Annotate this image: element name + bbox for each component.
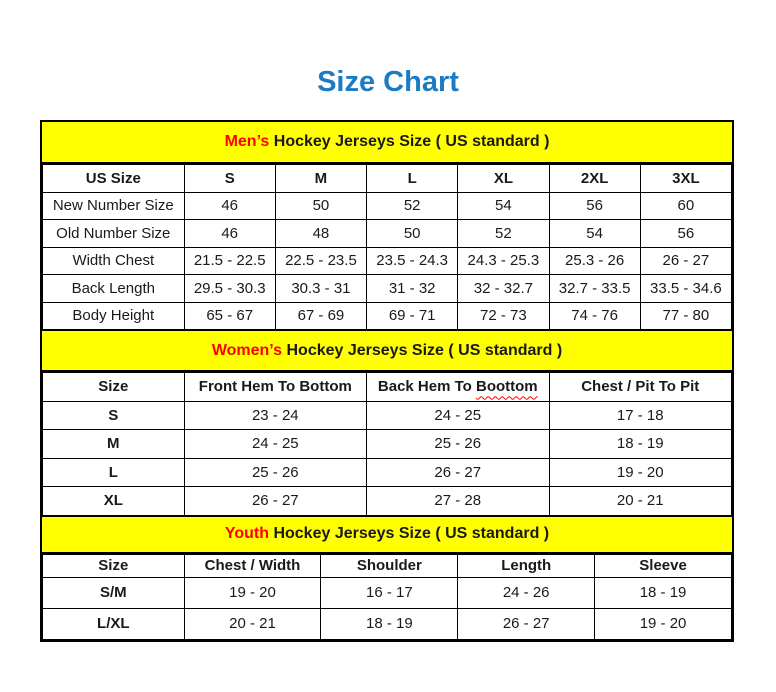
column-header: Back Hem To Boottom (367, 373, 549, 402)
value-cell: 69 - 71 (367, 302, 458, 330)
column-header: L (367, 165, 458, 193)
row-label-cell: Back Length (43, 275, 185, 303)
table-row (43, 577, 732, 608)
column-header: Length (458, 554, 595, 577)
value-cell: 26 - 27 (458, 608, 595, 639)
value-cell: 72 - 73 (458, 302, 549, 330)
mens-size-table (42, 164, 732, 330)
value-cell: 31 - 32 (367, 275, 458, 303)
table-row (43, 275, 732, 303)
value-cell: 52 (367, 192, 458, 220)
value-cell: 56 (549, 192, 640, 220)
column-header: Front Hem To Bottom (184, 373, 366, 402)
womens-size-table (42, 372, 732, 516)
value-cell: 18 - 19 (321, 608, 458, 639)
row-label-cell: Old Number Size (43, 220, 185, 248)
value-cell: 26 - 27 (367, 458, 549, 487)
column-header: XL (458, 165, 549, 193)
row-label-cell: New Number Size (43, 192, 185, 220)
column-header: Size (43, 373, 185, 402)
value-cell: 30.3 - 31 (275, 275, 366, 303)
table-row (43, 302, 732, 330)
value-cell: 74 - 76 (549, 302, 640, 330)
row-label-cell: S (43, 401, 185, 430)
mens-header-row (43, 165, 732, 193)
table-row (43, 458, 732, 487)
value-cell: 24 - 25 (367, 401, 549, 430)
value-cell: 25.3 - 26 (549, 247, 640, 275)
value-cell: 19 - 20 (549, 458, 731, 487)
value-cell: 32 - 32.7 (458, 275, 549, 303)
value-cell: 26 - 27 (184, 487, 366, 516)
row-label-cell: Body Height (43, 302, 185, 330)
youth-size-table (42, 554, 732, 640)
value-cell: 23.5 - 24.3 (367, 247, 458, 275)
column-header: Chest / Pit To Pit (549, 373, 731, 402)
value-cell: 54 (549, 220, 640, 248)
column-header: S (184, 165, 275, 193)
table-row (43, 247, 732, 275)
table-row (43, 220, 732, 248)
value-cell: 20 - 21 (184, 608, 321, 639)
value-cell: 24.3 - 25.3 (458, 247, 549, 275)
table-row (43, 487, 732, 516)
column-header: Shoulder (321, 554, 458, 577)
value-cell: 65 - 67 (184, 302, 275, 330)
womens-header-row (43, 373, 732, 402)
value-cell: 27 - 28 (367, 487, 549, 516)
value-cell: 19 - 20 (184, 577, 321, 608)
youth-header-row (43, 554, 732, 577)
table-row (43, 401, 732, 430)
value-cell: 24 - 26 (458, 577, 595, 608)
table-row (43, 192, 732, 220)
womens-section-header (42, 330, 732, 372)
value-cell: 29.5 - 30.3 (184, 275, 275, 303)
table-row (43, 430, 732, 459)
column-header: Chest / Width (184, 554, 321, 577)
value-cell: 77 - 80 (640, 302, 731, 330)
value-cell: 46 (184, 192, 275, 220)
value-cell: 46 (184, 220, 275, 248)
misspelled-word: Boottom (476, 378, 538, 396)
youth-section-title: Hockey Jerseys Size ( US standard ) (269, 525, 550, 542)
column-header: US Size (43, 165, 185, 193)
womens-section-title: Hockey Jerseys Size ( US standard ) (282, 341, 563, 359)
column-header: 3XL (640, 165, 731, 193)
value-cell: 50 (275, 192, 366, 220)
value-cell: 20 - 21 (549, 487, 731, 516)
youth-section-highlight: Youth (224, 525, 269, 542)
value-cell: 16 - 17 (321, 577, 458, 608)
value-cell: 50 (367, 220, 458, 248)
value-cell: 23 - 24 (184, 401, 366, 430)
youth-section-header (42, 516, 732, 554)
value-cell: 17 - 18 (549, 401, 731, 430)
row-label-cell: L/XL (43, 608, 185, 639)
value-cell: 24 - 25 (184, 430, 366, 459)
value-cell: 33.5 - 34.6 (640, 275, 731, 303)
row-label-cell: M (43, 430, 185, 459)
column-header: M (275, 165, 366, 193)
value-cell: 21.5 - 22.5 (184, 247, 275, 275)
value-cell: 25 - 26 (367, 430, 549, 459)
row-label-cell: XL (43, 487, 185, 516)
mens-section-highlight: Men’s (224, 133, 270, 150)
value-cell: 60 (640, 192, 731, 220)
size-chart (40, 120, 734, 642)
womens-section-highlight: Women’s (211, 341, 283, 359)
value-cell: 18 - 19 (549, 430, 731, 459)
table-row (43, 608, 732, 639)
value-cell: 56 (640, 220, 731, 248)
value-cell: 54 (458, 192, 549, 220)
value-cell: 67 - 69 (275, 302, 366, 330)
mens-section-header (42, 122, 732, 164)
column-header: Sleeve (595, 554, 732, 577)
row-label-cell: L (43, 458, 185, 487)
column-header: Size (43, 554, 185, 577)
value-cell: 22.5 - 23.5 (275, 247, 366, 275)
value-cell: 26 - 27 (640, 247, 731, 275)
row-label-cell: S/M (43, 577, 185, 608)
mens-section-title: Hockey Jerseys Size ( US standard ) (269, 133, 550, 150)
page-title: Size Chart (317, 66, 459, 98)
row-label-cell: Width Chest (43, 247, 185, 275)
value-cell: 52 (458, 220, 549, 248)
value-cell: 18 - 19 (595, 577, 732, 608)
value-cell: 32.7 - 33.5 (549, 275, 640, 303)
value-cell: 25 - 26 (184, 458, 366, 487)
value-cell: 19 - 20 (595, 608, 732, 639)
column-header: 2XL (549, 165, 640, 193)
value-cell: 48 (275, 220, 366, 248)
